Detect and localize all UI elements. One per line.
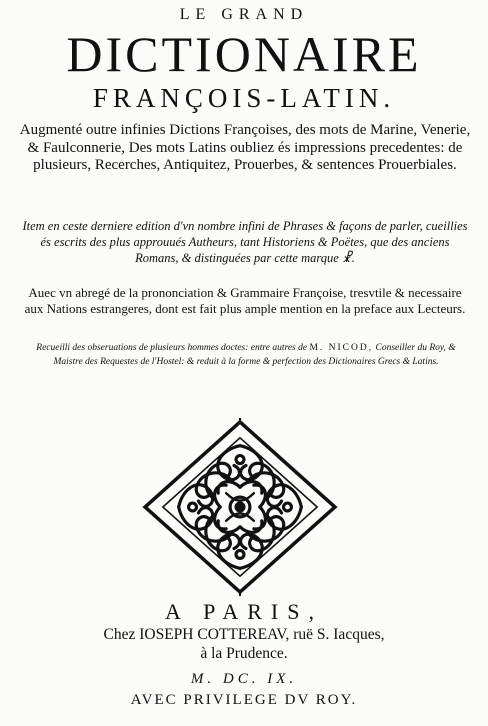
paragraph-item-phrases: Item en ceste derniere edition d'vn nombre infini de Phrases & façons de parler, cueillies és escrits des plus approuués Autheurs, tant Historiens & Poëtes, que des anciens Romans, & distinguées par cette marque ☧.	[22, 219, 468, 265]
imprint-date: M. DC. IX.	[190, 671, 298, 687]
title-francois-latin: FRANÇOIS-LATIN.	[92, 83, 396, 113]
title-le-grand: LE GRAND	[179, 6, 309, 23]
recueilli-text: Recueilli des obseruations de plusieurs hommes doctes: entre autres de	[36, 343, 308, 353]
paragraph-augmente: Augmenté outre infinies Dictions Françoises, des mots de Marine, Venerie, & Faulconnerie, Des mots Latins oubliez és impressions precedentes: de plusieurs, Recerches, Antiquitez, Prouerbes, & sentences Prouerbiales.	[19, 122, 471, 173]
imprint-city: A PARIS,	[164, 599, 323, 624]
imprint-sign: à la Prudence.	[200, 645, 288, 662]
imprint-publisher: Chez IOSEPH COTTEREAV, ruë S. Iacques,	[103, 626, 385, 643]
title-dictionaire: DICTIONAIRE	[66, 26, 422, 82]
paragraph-recueilli	[26, 341, 466, 369]
author-nicod: M. NICOD,	[309, 343, 374, 353]
printers-fleuron-ornament	[140, 418, 340, 596]
paragraph-abrege-grammaire: Auec vn abregé de la prononciation & Grammaire Françoise, tresvtile & necessaire aux Nations estrangeres, dont est fait plus ample mention en la preface aux Lecteurs.	[24, 285, 466, 316]
recueilli-text-end: Conseiller du Roy, & Maistre des Requestes de l'Hostel: & reduit à la forme & perfection des Dictionaires Grecs & Latins.	[53, 343, 456, 367]
imprint-privilege: AVEC PRIVILEGE DV ROY.	[130, 692, 358, 708]
